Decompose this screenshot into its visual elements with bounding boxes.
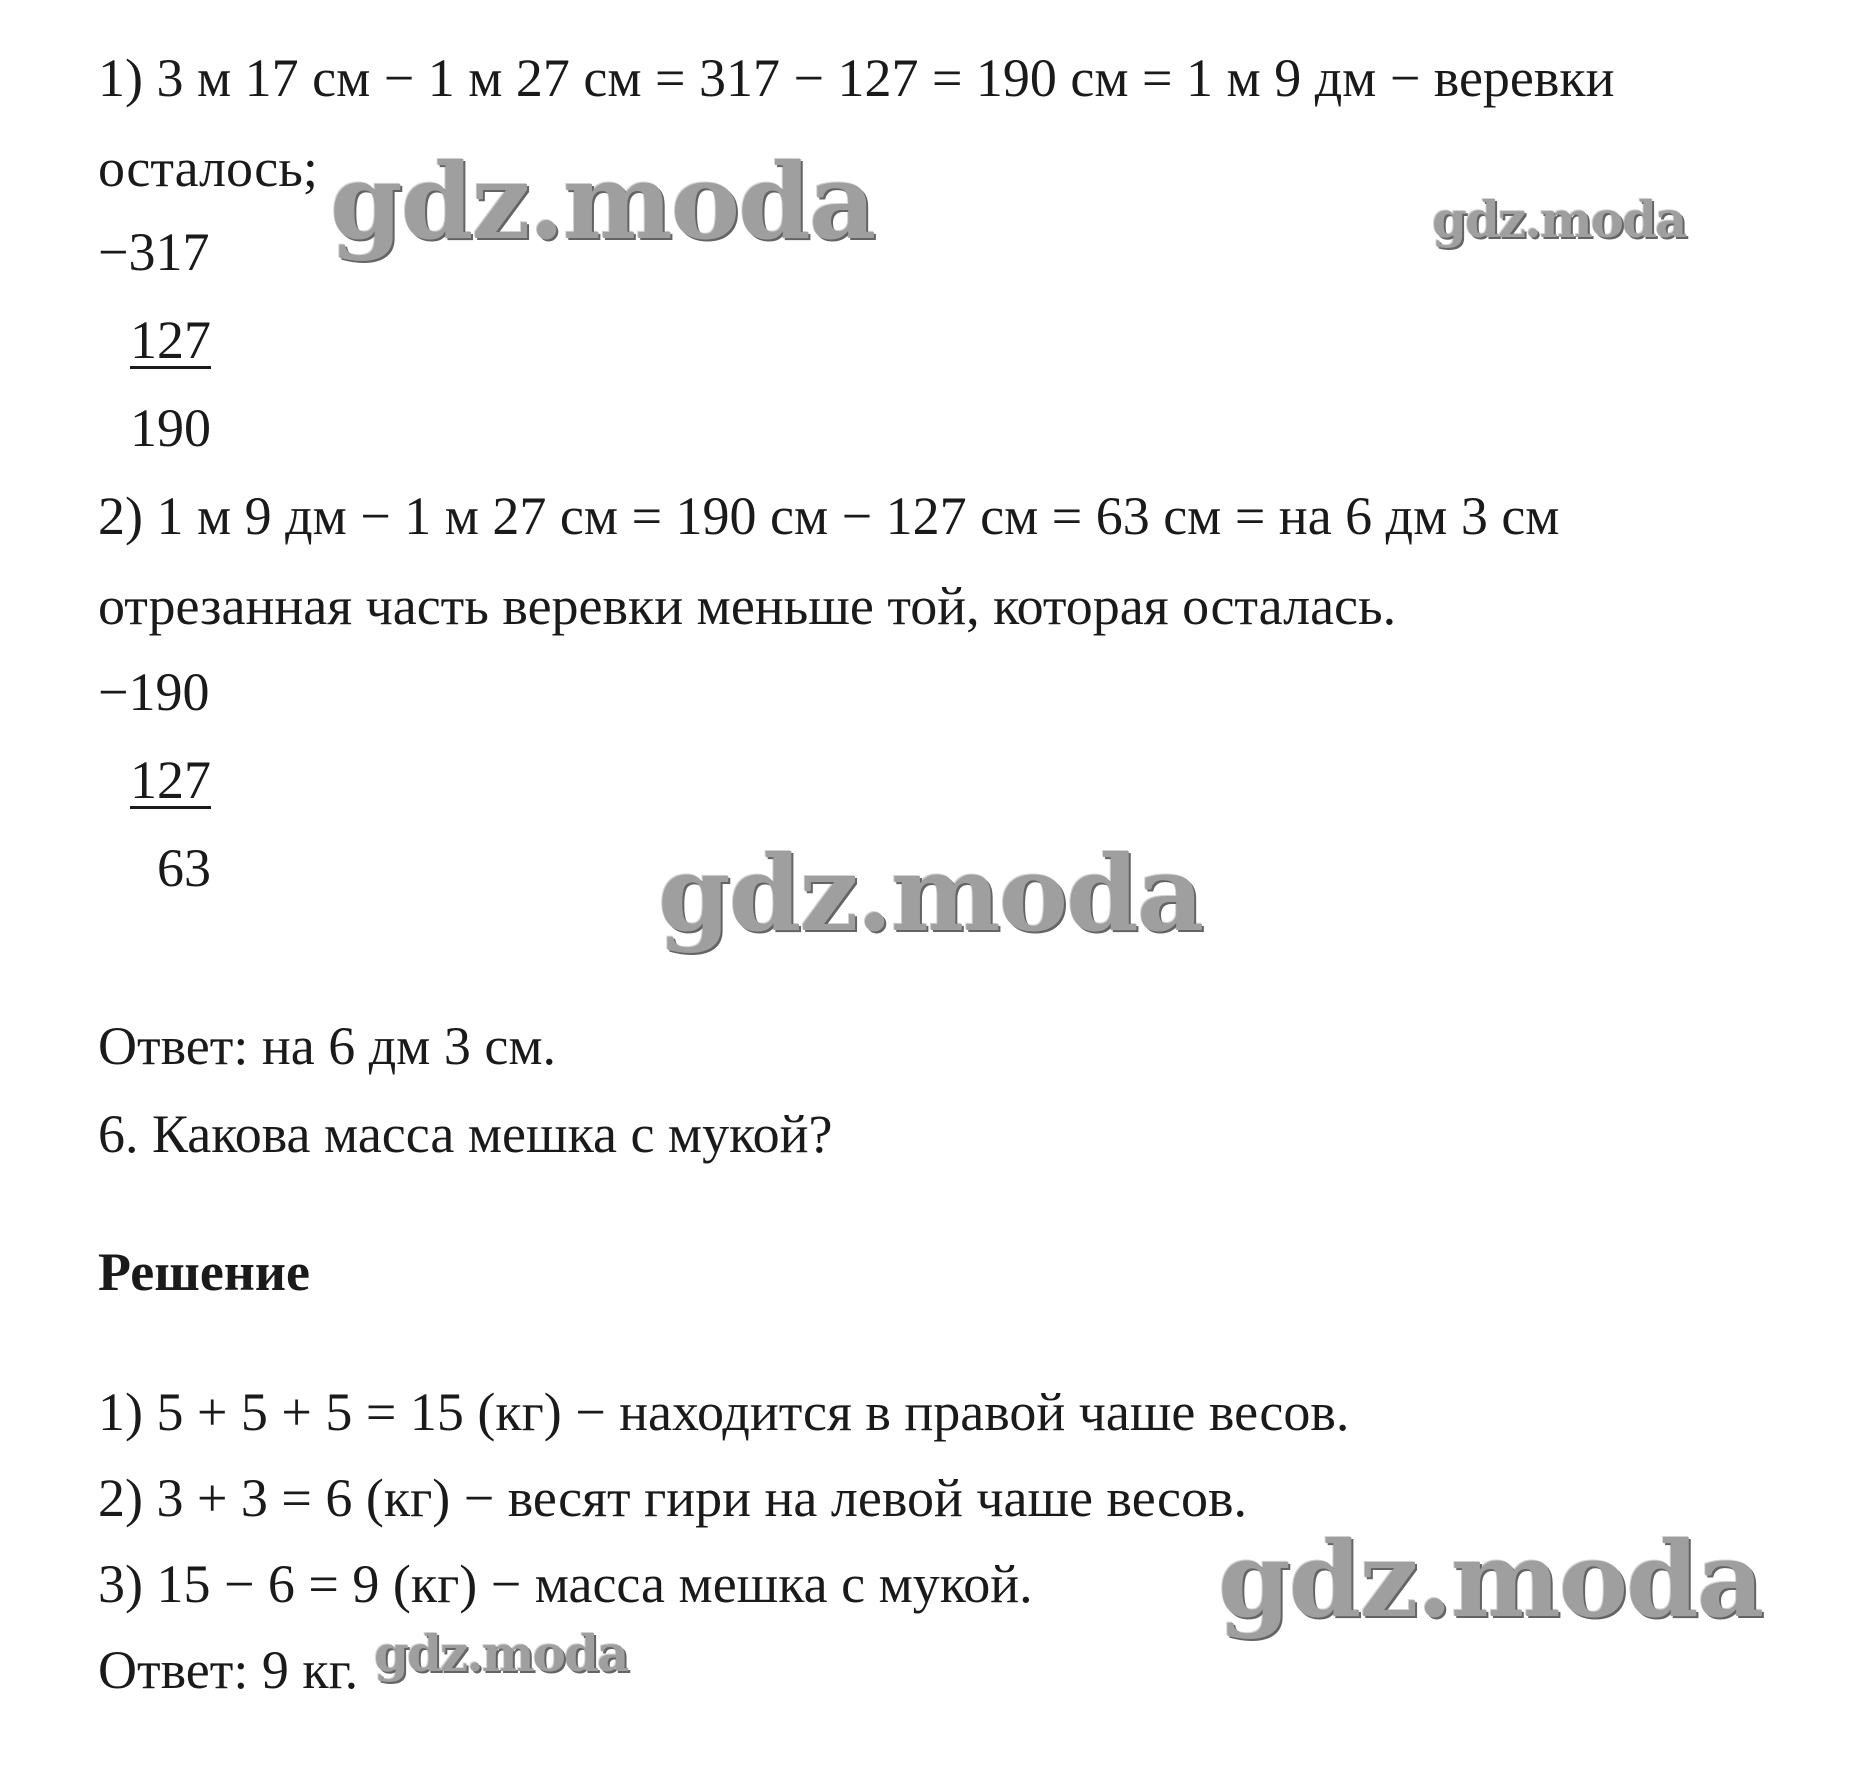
solution-step-1: 1) 5 + 5 + 5 = 15 (кг) − находится в правой чаше весов. — [98, 1382, 1350, 1442]
watermark-logo: gdz.moda — [1218, 1518, 1763, 1641]
column1-minuend: −317 — [98, 222, 210, 282]
watermark-logo: gdz.moda — [658, 832, 1203, 955]
answer-2: Ответ: 9 кг. — [98, 1640, 359, 1700]
step1-equation: 1) 3 м 17 см − 1 м 27 см = 317 − 127 = 190 см = 1 м 9 дм − веревки — [98, 48, 1615, 108]
solution-step-3: 3) 15 − 6 = 9 (кг) − масса мешка с мукой. — [98, 1554, 1033, 1614]
solution-step-2: 2) 3 + 3 = 6 (кг) − весят гири на левой чаше весов. — [98, 1468, 1247, 1528]
step2-continuation: отрезанная часть веревки меньше той, которая осталась. — [98, 576, 1397, 636]
column1-result: 190 — [130, 398, 211, 458]
task-6-question: 6. Какова масса мешка с мукой? — [98, 1104, 833, 1164]
column2-minuend: −190 — [98, 662, 210, 722]
step2-equation: 2) 1 м 9 дм − 1 м 27 см = 190 см − 127 см = 63 см = на 6 дм 3 см — [98, 486, 1560, 546]
watermark-logo: gdz.moda — [1432, 190, 1686, 249]
column2-subtrahend: 127 — [130, 750, 211, 810]
column2-result: 63 — [157, 838, 211, 898]
column1-subtrahend: 127 — [130, 310, 211, 370]
step1-continuation: осталось; — [98, 138, 318, 198]
watermark-logo: gdz.moda — [330, 140, 875, 263]
solution-heading: Решение — [98, 1242, 310, 1302]
watermark-logo: gdz.moda — [374, 1624, 628, 1683]
answer-1: Ответ: на 6 дм 3 см. — [98, 1016, 556, 1076]
